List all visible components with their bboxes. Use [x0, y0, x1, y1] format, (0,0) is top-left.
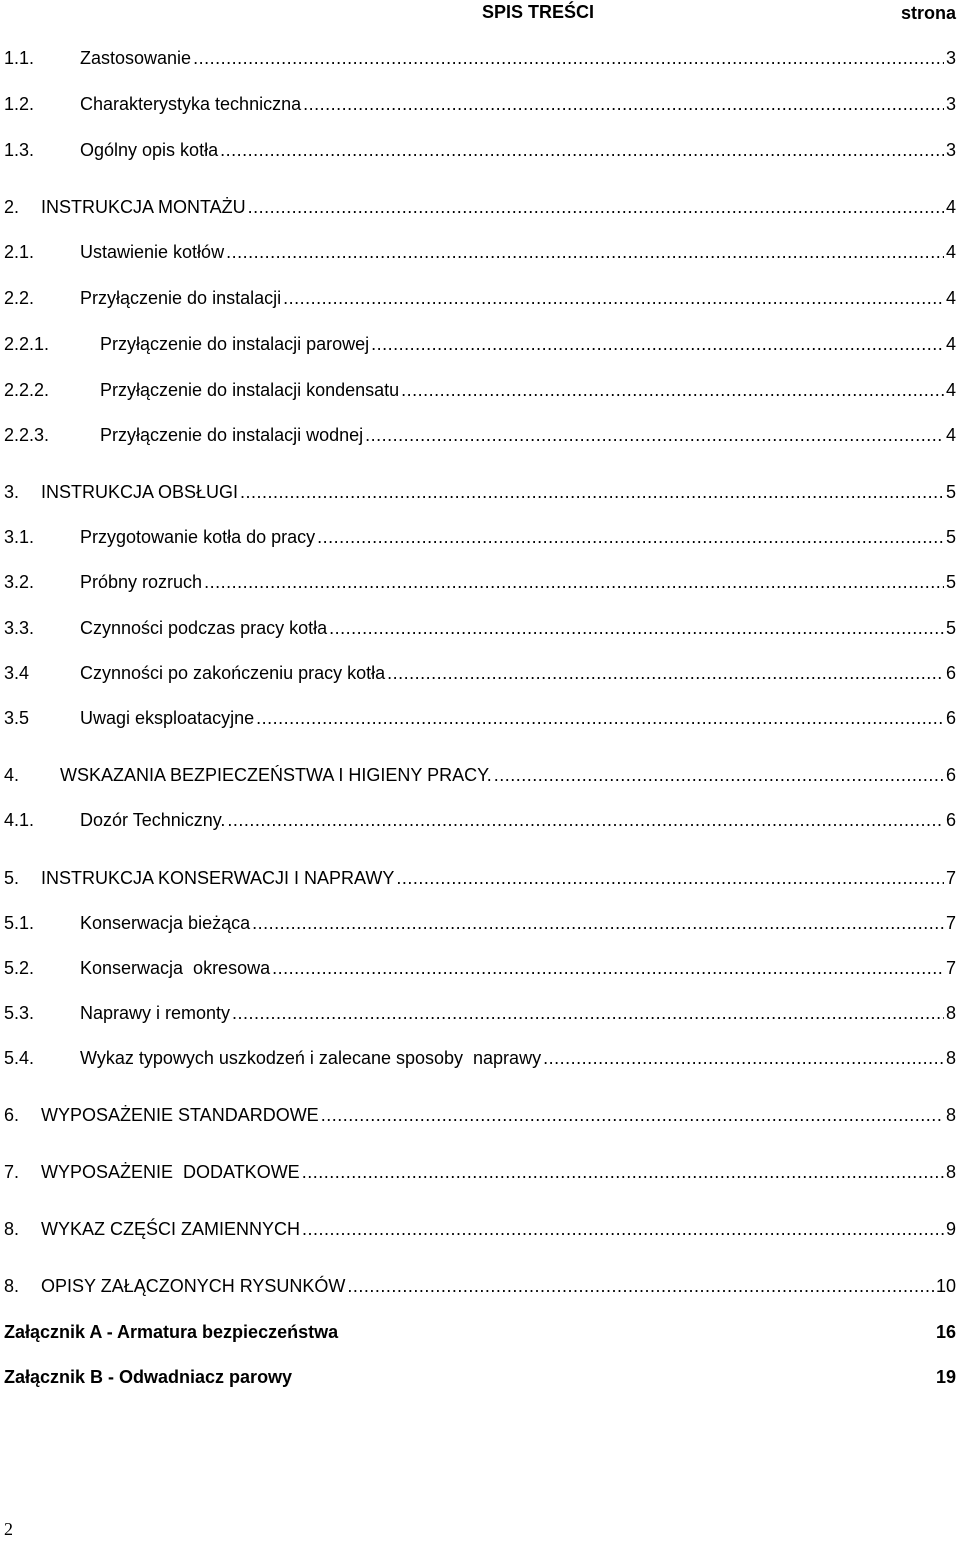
toc-entry-number: 5.	[4, 868, 20, 888]
toc-entry[interactable]	[4, 1103, 956, 1127]
toc-entry-title: INSTRUKCJA KONSERWACJI I NAPRAWY	[41, 868, 395, 888]
toc-entry-number: 7.	[4, 1162, 20, 1182]
toc-entry-title: Czynności po zakończeniu pracy kotła	[80, 663, 386, 683]
toc-entry-page: 3	[945, 140, 956, 160]
toc-entry-number: 2.2.2.	[4, 380, 50, 400]
toc-entry[interactable]	[4, 138, 956, 162]
toc-entry[interactable]	[4, 763, 956, 787]
toc-entry-title: Naprawy i remonty	[80, 1003, 231, 1023]
toc-entry-title: Uwagi eksploatacyjne	[80, 708, 255, 728]
toc-entry-title: Przyłączenie do instalacji kondensatu	[100, 380, 400, 400]
toc-entry-page: 8	[945, 1048, 956, 1068]
toc-entry[interactable]	[4, 570, 956, 594]
toc-appendix-title: Załącznik A - Armatura bezpieczeństwa	[4, 1322, 339, 1342]
toc-entry-title: Przyłączenie do instalacji wodnej	[100, 425, 364, 445]
toc-entry-page: 7	[945, 868, 956, 888]
toc-entry-title: Zastosowanie	[80, 48, 192, 68]
toc-dot-leader	[494, 763, 944, 787]
toc-entry-number: 4.1.	[4, 810, 35, 830]
toc-entry-title: WYPOSAŻENIE DODATKOWE	[41, 1162, 300, 1182]
toc-dot-leader	[193, 46, 944, 70]
page-title: SPIS TREŚCI	[482, 2, 595, 22]
toc-entry-number: 3.4	[4, 663, 30, 683]
toc-entry-page: 8	[945, 1105, 956, 1125]
toc-dot-leader	[227, 808, 944, 832]
toc-entry-page: 4	[945, 334, 956, 354]
toc-entry-number: 8.	[4, 1276, 20, 1296]
toc-entry[interactable]	[4, 286, 956, 310]
toc-entry-page: 4	[945, 242, 956, 262]
toc-dot-leader	[387, 661, 944, 685]
toc-entry-page: 10	[935, 1276, 956, 1296]
toc-entry-title: Ogólny opis kotła	[80, 140, 219, 160]
toc-dot-leader	[220, 138, 944, 162]
toc-entry[interactable]	[4, 1046, 956, 1070]
toc-entry[interactable]	[4, 808, 956, 832]
toc-entry-title: OPISY ZAŁĄCZONYCH RYSUNKÓW	[41, 1276, 346, 1296]
toc-entry-title: Próbny rozruch	[80, 572, 203, 592]
toc-entry[interactable]	[4, 480, 956, 504]
toc-dot-leader	[272, 956, 944, 980]
toc-dot-leader	[371, 332, 944, 356]
toc-entry-number: 1.3.	[4, 140, 35, 160]
toc-entry[interactable]	[4, 661, 956, 685]
toc-entry-title: WYPOSAŻENIE STANDARDOWE	[41, 1105, 319, 1125]
toc-dot-leader	[317, 525, 944, 549]
toc-entry-number: 5.1.	[4, 913, 35, 933]
toc-appendix-page: 19	[935, 1367, 956, 1387]
toc-entry-page: 6	[945, 810, 956, 830]
toc-entry-number: 3.1.	[4, 527, 35, 547]
toc-entry[interactable]	[4, 1274, 956, 1298]
toc-entry-page: 8	[945, 1003, 956, 1023]
toc-entry-page: 7	[945, 958, 956, 978]
page-column-header: strona	[900, 3, 956, 23]
toc-entry-number: 3.2.	[4, 572, 35, 592]
toc-entry-title: Dozór Techniczny.	[80, 810, 226, 830]
toc-entry-number: 3.3.	[4, 618, 35, 638]
toc-appendix-title: Załącznik B - Odwadniacz parowy	[4, 1367, 293, 1387]
toc-entry-page: 9	[945, 1219, 956, 1239]
toc-dot-leader	[204, 570, 944, 594]
toc-dot-leader	[226, 240, 944, 264]
toc-entry[interactable]	[4, 616, 956, 640]
toc-dot-leader	[256, 706, 944, 730]
toc-entry-page: 3	[945, 48, 956, 68]
toc-entry[interactable]	[4, 332, 956, 356]
toc-entry-title: Przyłączenie do instalacji	[80, 288, 282, 308]
toc-entry[interactable]	[4, 525, 956, 549]
toc-entry-page: 4	[945, 288, 956, 308]
toc-dot-leader	[302, 1160, 944, 1184]
toc-entry-page: 5	[945, 572, 956, 592]
toc-entry-title: Wykaz typowych uszkodzeń i zalecane sposoby naprawy	[80, 1048, 542, 1068]
toc-dot-leader	[303, 92, 944, 116]
toc-entry-page: 6	[945, 663, 956, 683]
toc-entry-number: 3.	[4, 482, 20, 502]
toc-appendix-entry[interactable]	[4, 1320, 956, 1344]
toc-entry-number: 2.	[4, 197, 20, 217]
toc-entry-title: WYKAZ CZĘŚCI ZAMIENNYCH	[41, 1219, 301, 1239]
toc-dot-leader	[543, 1046, 944, 1070]
toc-entry-page: 3	[945, 94, 956, 114]
toc-entry-title: Konserwacja bieżąca	[80, 913, 251, 933]
toc-entry-number: 6.	[4, 1105, 20, 1125]
toc-entry-number: 2.2.3.	[4, 425, 50, 445]
toc-entry-page: 4	[945, 425, 956, 445]
toc-entry-number: 4.	[4, 765, 20, 785]
toc-entry[interactable]	[4, 46, 956, 70]
toc-entry[interactable]	[4, 956, 956, 980]
toc-appendix-entry[interactable]	[4, 1365, 956, 1389]
toc-entry[interactable]	[4, 1217, 956, 1241]
toc-entry[interactable]	[4, 195, 956, 219]
toc-entry-title: Przyłączenie do instalacji parowej	[100, 334, 370, 354]
toc-entry-page: 4	[945, 197, 956, 217]
toc-entry-title: Charakterystyka techniczna	[80, 94, 302, 114]
toc-entry-title: WSKAZANIA BEZPIECZEŃSTWA I HIGIENY PRACY.	[60, 765, 492, 785]
toc-entry-title: Ustawienie kotłów	[80, 242, 225, 262]
toc-entry-title: Czynności podczas pracy kotła	[80, 618, 328, 638]
toc-entry-number: 2.2.	[4, 288, 35, 308]
toc-entry-number: 1.1.	[4, 48, 35, 68]
toc-entry-page: 4	[945, 380, 956, 400]
toc-entry[interactable]	[4, 423, 956, 447]
toc-appendix-page: 16	[935, 1322, 956, 1342]
toc-dot-leader	[396, 866, 944, 890]
toc-entry-page: 8	[945, 1162, 956, 1182]
toc-entry-number: 1.2.	[4, 94, 35, 114]
toc-dot-leader	[302, 1217, 944, 1241]
toc-entry[interactable]	[4, 911, 956, 935]
toc-entry-page: 5	[945, 618, 956, 638]
toc-entry-title: Przygotowanie kotła do pracy	[80, 527, 316, 547]
toc-entry-title: Konserwacja okresowa	[80, 958, 271, 978]
toc-entry-title: INSTRUKCJA MONTAŻU	[41, 197, 246, 217]
toc-dot-leader	[365, 423, 944, 447]
toc-entry-page: 6	[945, 708, 956, 728]
toc-dot-leader	[240, 480, 944, 504]
toc-dot-leader	[347, 1274, 934, 1298]
toc-entry-number: 5.4.	[4, 1048, 35, 1068]
toc-entry[interactable]	[4, 1160, 956, 1184]
toc-entry[interactable]	[4, 706, 956, 730]
toc-entry-number: 2.2.1.	[4, 334, 50, 354]
toc-entry-number: 5.2.	[4, 958, 35, 978]
toc-dot-leader	[321, 1103, 944, 1127]
toc-dot-leader	[283, 286, 944, 310]
toc-dot-leader	[232, 1001, 944, 1025]
toc-entry-number: 8.	[4, 1219, 20, 1239]
toc-entry[interactable]	[4, 1001, 956, 1025]
toc-entry-page: 7	[945, 913, 956, 933]
toc-entry[interactable]	[4, 866, 956, 890]
page-number: 2	[4, 1519, 13, 1539]
toc-entry-number: 3.5	[4, 708, 30, 728]
toc-entry-number: 2.1.	[4, 242, 35, 262]
toc-dot-leader	[401, 378, 944, 402]
toc-entry[interactable]	[4, 240, 956, 264]
toc-entry-page: 5	[945, 527, 956, 547]
toc-entry-title: INSTRUKCJA OBSŁUGI	[41, 482, 239, 502]
toc-dot-leader	[248, 195, 944, 219]
toc-dot-leader	[252, 911, 944, 935]
toc-entry-page: 5	[945, 482, 956, 502]
toc-entry[interactable]	[4, 378, 956, 402]
toc-entry[interactable]	[4, 92, 956, 116]
toc-entry-page: 6	[945, 765, 956, 785]
toc-dot-leader	[329, 616, 944, 640]
toc-entry-number: 5.3.	[4, 1003, 35, 1023]
